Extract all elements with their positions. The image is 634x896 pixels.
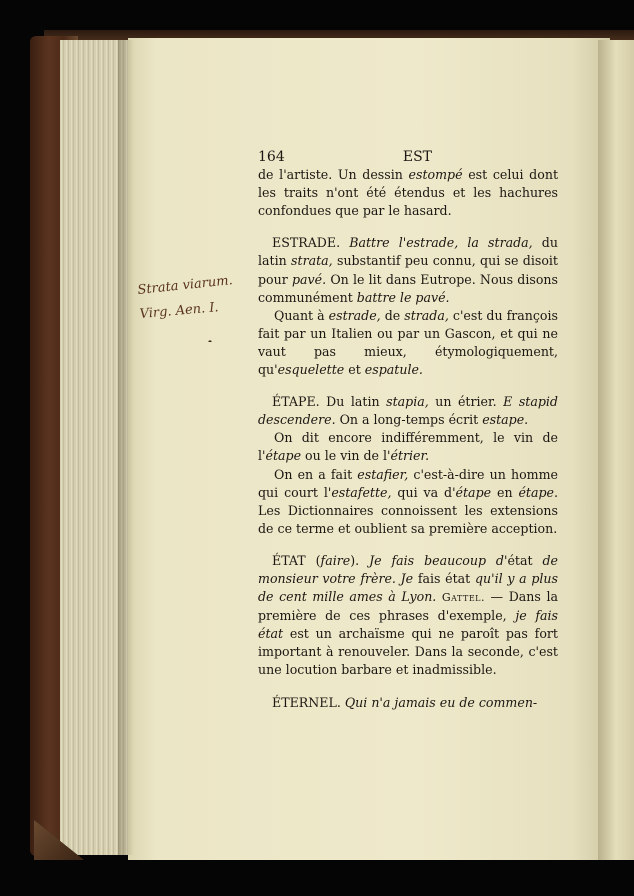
- paragraph: On en a fait estafier, c'est-à-dire un homme qui court l'estafette, qui va d'étape en étape. Les Dictionnaires connoissent les extensions de ce terme et oublient sa première acception.: [258, 466, 558, 536]
- paragraph-gap: [258, 538, 558, 552]
- page-shadow: [118, 40, 134, 855]
- dictionary-entry: ÉTERNEL. Qui n'a jamais eu de commen-: [272, 694, 538, 710]
- ink-dot: [208, 340, 211, 342]
- margin-note-line2: Virg. Aen. I.: [139, 300, 220, 322]
- paragraph-gap: [258, 220, 558, 234]
- running-header: [258, 148, 432, 166]
- paragraph: Quant à estrade, de strada, c'est du françois fait par un Italien ou par un Gascon, et qui ne vaut pas mieux, étymologiquement, qu'esquelette et espatule.: [258, 307, 558, 378]
- paragraph-gap: [258, 680, 558, 694]
- facing-page-edge: [598, 40, 634, 860]
- handwritten-margin-note: [132, 272, 250, 342]
- dictionary-entry: ÉTAT (faire). Je fais beaucoup d'état de monsieur votre frère. Je fais état qu'il y a plus de cent mille ames à Lyon. Gattel. — Dans la première de ces phrases d'exemple, je fais état est un archaïsme qui ne paroît pas fort important à renouveler. Dans la seconde, c'est une locution barbare et inadmissible.: [258, 552, 558, 678]
- page-text: [258, 148, 558, 712]
- page-number: 164: [258, 149, 285, 165]
- margin-note-line1: Strata viarum.: [136, 273, 234, 298]
- dictionary-entry: ÉTAPE. Du latin stapia, un étrier. E stapid descendere. On a long-temps écrit estape.: [258, 394, 558, 428]
- running-head: EST: [402, 149, 432, 165]
- dictionary-entry: ESTRADE. Battre l'estrade, la strada, du latin strata, substantif peu connu, qui se disoit pour pavé. On le lit dans Eutrope. Nous disons communément battre le pavé.: [258, 235, 558, 305]
- paragraph: On dit encore indifféremment, le vin de l'étape ou le vin de l'étrier.: [258, 430, 558, 464]
- body-text: [258, 166, 558, 712]
- paragraph-gap: [258, 379, 558, 393]
- paragraph: de l'artiste. Un dessin estompé est celui dont les traits n'ont été étendus et les hachures confondues que par le hasard.: [258, 167, 558, 219]
